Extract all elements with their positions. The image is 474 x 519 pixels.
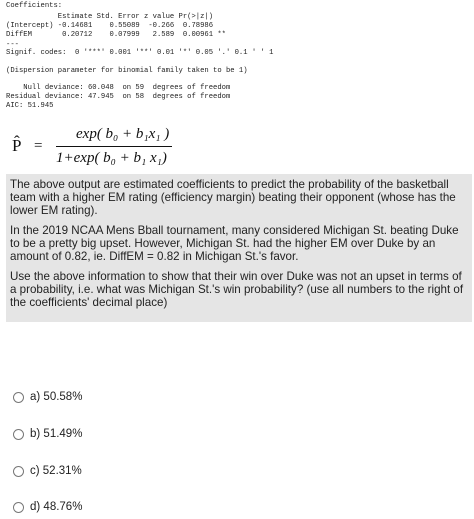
output-line: (Intercept) -0.14681 0.55089 -0.266 0.78986 (6, 22, 214, 30)
probability-formula (12, 124, 232, 176)
fraction-bar (56, 146, 172, 147)
output-line: (Dispersion parameter for binomial family taken to be 1) (6, 67, 248, 75)
answer-label: d) 48.76% (30, 501, 83, 513)
question-text (6, 174, 472, 322)
answer-option-b[interactable] (13, 428, 82, 440)
question-paragraph: Use the above information to show that their win over Duke was not an upset in terms of a probability, i.e. what was Michigan St.'s win probability? (use all numbers to the right of the coefficients' decimal place) (10, 270, 464, 309)
radio-icon[interactable] (13, 429, 24, 440)
formula-equals: = (34, 138, 43, 154)
answer-label: a) 50.58% (30, 391, 83, 403)
answer-option-c[interactable] (13, 465, 82, 477)
answer-label: b) 51.49% (30, 428, 83, 440)
formula-lhs: P̂ (12, 136, 22, 155)
formula-denominator: 1+exp( b₀ + b₁ x₁) (56, 150, 167, 166)
output-line: AIC: 51.945 (6, 102, 54, 110)
radio-icon[interactable] (13, 392, 24, 403)
output-line: Coefficients: (6, 2, 63, 10)
output-line: Signif. codes: 0 '***' 0.001 '**' 0.01 '*' 0.05 '.' 0.1 ' ' 1 (6, 49, 274, 57)
question-paragraph: In the 2019 NCAA Mens Bball tournament, many considered Michigan St. beating Duke to be a pretty big upset. However, Michigan St. had the higher EM over Duke by an amount of 0.82, ie. DiffEM = 0.82 in Michigan St.'s favor. (10, 224, 459, 263)
formula-numerator: exp( b₀ + b₁x₁ ) (76, 126, 170, 142)
question-paragraph: The above output are estimated coefficients to predict the probability of the basketball team with a higher EM rating (efficiency margin) beating their opponent (whose has the lower EM rating). (10, 178, 456, 217)
output-line: DiffEM 0.20712 0.07999 2.589 0.00961 ** (6, 31, 226, 39)
output-line: --- (6, 41, 19, 49)
answer-option-a[interactable] (13, 391, 82, 403)
output-line: Residual deviance: 47.945 on 58 degrees of freedom (6, 93, 231, 101)
radio-icon[interactable] (13, 466, 24, 477)
output-line: Null deviance: 60.048 on 59 degrees of freedom (6, 84, 231, 92)
answer-option-d[interactable] (13, 501, 82, 513)
output-line: Estimate Std. Error z value Pr(>|z|) (6, 13, 214, 21)
answer-label: c) 52.31% (30, 465, 82, 477)
radio-icon[interactable] (13, 502, 24, 513)
